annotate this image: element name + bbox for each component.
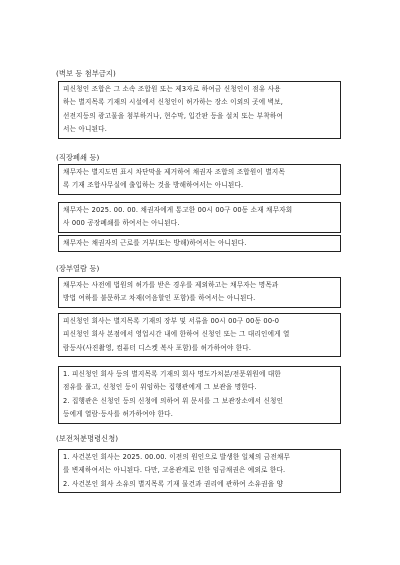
clause-line: 사 000 공장폐쇄를 하여서는 아니된다. xyxy=(63,219,180,228)
clause-line: 를 변제하여서는 아니된다. 다만, 고용관계로 인한 임금채권은 예외로 한다. xyxy=(63,466,286,475)
section-heading-posting-ban: (벽보 등 첨부금지) xyxy=(56,69,116,78)
clause-line: 채무자는 사전에 법원의 허가를 받은 경우를 제외하고는 채무자는 명목과 xyxy=(63,281,279,289)
clause-box xyxy=(58,277,341,308)
clause-line: 람등사(사진촬영, 컴퓨터 디스켓 복사 포함)를 허가하여야 한다. xyxy=(63,343,252,352)
clause-box xyxy=(58,366,341,424)
section-heading-ledger-inspection: (장부열람 등) xyxy=(56,264,100,273)
clause-box xyxy=(58,313,341,357)
clause-line: 1. 피신청인 회사 등의 별지목록 기재의 회사 명도가처분/전문위원에 대한 xyxy=(63,370,281,378)
clause-box xyxy=(58,449,341,493)
clause-line: 피신청인 조합은 그 소속 조합원 또는 제3자로 하여금 신청인이 점유 사용 xyxy=(63,85,281,93)
clause-line: 피신청인 회사는 별지목록 기재의 장부 및 서류을 00시 00구 00동 00-0 xyxy=(63,317,280,325)
clause-line: 서는 아니된다. xyxy=(63,125,108,134)
clause-line: 록 기재 조합사무실에 출입하는 것을 방해하여서는 아니된다. xyxy=(63,181,244,190)
clause-line: 피신청인 회사 본점에서 영업시간 내에 한하여 신청인 또는 그 대리인에게 열 xyxy=(63,330,290,339)
clause-box xyxy=(58,81,341,139)
clause-line: 방법 여하를 불문하고 차재(어음할인 포함)를 하여서는 아니된다. xyxy=(63,294,256,303)
clause-box xyxy=(58,164,341,195)
section-heading-preservation-order: (보전처분명령신청) xyxy=(56,434,119,443)
clause-line: 1. 사건본인 회사는 2025. 00.00. 이전의 원인으로 발생한 일체의 금전채무 xyxy=(63,453,291,461)
clause-line: 점유를 풀고, 신청인 등이 위임하는 집행관에게 그 보관을 명한다. xyxy=(63,383,257,392)
clause-line: 등에게 열람·등사를 허가하여야 한다. xyxy=(63,410,174,419)
clause-line: 하는 별지목록 기재의 시설에서 신청인이 허가하는 장소 이외의 곳에 벽보, xyxy=(63,98,284,107)
section-heading-lockout: (직장폐쇄 등) xyxy=(56,153,100,162)
clause-line: 2. 사건본인 회사 소유의 별지목록 기재 물건과 권리에 관하여 소유권을 양 xyxy=(63,479,284,488)
clause-box xyxy=(58,202,341,233)
clause-line: 2. 집행관은 신청인 등의 신청에 의하여 위 문서를 그 보관장소에서 신청인 xyxy=(63,396,284,405)
clause-line: 채무자는 별지도면 표시 차단막을 제거하여 채권자 조합의 조합원이 별지목 xyxy=(63,168,286,176)
clause-line: 선전지등의 광고물을 첨부하거나, 현수막, 입간판 등을 설치 또는 부착하여 xyxy=(63,111,284,120)
clause-box xyxy=(58,235,341,252)
clause-line: 채무자는 2025. 00. 00. 채권자에게 통고한 00시 00구 00동 소재 채무자회 xyxy=(63,206,293,214)
clause-line: 채무자는 채권자의 근로를 거부(또는 방해)하여서는 아니된다. xyxy=(63,239,247,247)
